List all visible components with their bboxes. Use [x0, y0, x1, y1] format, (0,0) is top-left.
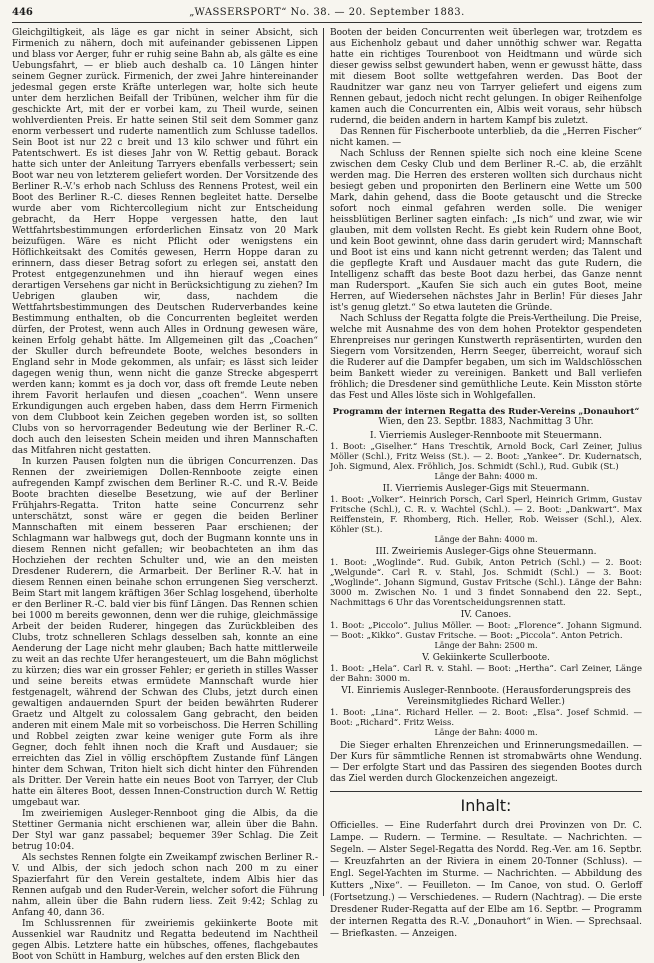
running-title: „WASSERSPORT“ No. 38. — 20. September 1883. [189, 7, 465, 18]
race-entry [330, 653, 642, 684]
race-entry [330, 431, 642, 482]
paragraph: Nach Schluss der Regatta folgte die Preis-Vertheilung. Die Preise, welche mit Ausnahme des von dem hohen Protektor gespendeten Ehrenpreises nur geringen Kunstwerth repräsentirten, wurden den Siegern vom Vorsitzenden, Herrn Seeger, überreicht, worauf sich die Ruderer auf die Dampfer begaben, um sich im Waldschlösschen beim Bankett wieder zu vereinigen. Bankett und Ball verliefen fröhlich; die Dresdener sind gemüthliche Leute. Kein Misston störte das Fest und Alles löste sich in Wohlgefallen. [330, 314, 642, 401]
programme-closing: Die Sieger erhalten Ehrenzeichen und Erinnerungsmedaillen. — Der Kurs für sämmtliche Rennen ist stromabwärts ohne Wendung. — Der erfolgte Start und das Passiren des siegenden Bootes durch das Ziel werden durch Glockenzeichen angezeigt. [330, 741, 642, 784]
race-entry [330, 610, 642, 651]
paragraph: Im zweiriemigen Ausleger-Rennboot ging die Albis, da die Stettiner Germania nicht erschienen war, allein über die Bahn. Der Styl war ganz passabel; bequemer 39er Schlag. Die Zeit betrug 10:04. [12, 809, 318, 852]
race-entry [330, 547, 642, 608]
contents-text: Officielles. — Eine Ruderfahrt durch drei Provinzen von Dr. C. Lampe. — Rudern. — Termine. — Resultate. — Nachrichten. — Segeln. — Alster Segel-Regatta des Nordd. Reg.-Ver. am 16. Septbr. — Kreuzfahrten an der Riviera in einem 20-Tonner (Schluss). — Engl. Segel-Yachten im Sturme. — Nachrichten. — Abbildung des Kutters „Nixe“. — Feuilleton. — Im Canoe, von stud. O. Gerloff (Fortsetzung.) — Verschiedenes. — Rudern (Nachtrag). — Die erste Dresdener Ruder-Regatta auf der Elbe am 16. Septbr. — Programm der internen Regatta des R.-V. „Donauhort“ in Wien. — Sprechsaal. — Briefkasten. — Anzeigen. [330, 821, 642, 939]
paragraph: Als sechstes Rennen folgte ein Zweikampf zwischen Berliner R.-V. und Albis, der sich jedoch schon nach 200 m zu einer Spazierfahrt für den Verein gestaltete, indem Albis hier das Rennen aufgab und den Ruder-Verein, welcher sofort die Führung nahm, allein über die Bahn rudern liess. Zeit 9:42; Schlag zu Anfang 40, dann 36. [12, 853, 318, 918]
contents-title: Inhalt: [460, 796, 512, 815]
race-entry [330, 686, 642, 738]
columns [12, 28, 642, 962]
paragraph: Das Rennen für Fischerboote unterblieb, da die „Herren Fischer“ nicht kamen. — [330, 127, 642, 148]
race-title: IV. Canoes. [460, 610, 512, 620]
race-crews: 1. Boot: „Lina“. Richard Heller. — 2. Boot: „Elsa“. Josef Schmid. — Boot: „Richard“. Fritz Weiss. [330, 708, 642, 728]
race-crews: 1. Boot: „Woglinde“. Rud. Gubik, Anton Petrich (Schl.) — 2. Boot: „Welgunde“. Carl R. v. Stahl, Jos. Schmidt (Schl.) — 3. Boot: „Woglinde“. Johann Sigmund, Gustav Fritsche (Schl.). Länge der Bahn: 3000 m. Zwischen No. 1 und 3 findet Sonnabend den 22. Sept., Nachmittags 6 Uhr das Vorentscheidungsrennen statt. [330, 558, 642, 608]
race-crews: 1. Boot: „Piccolo“. Julius Möller. — Boot: „Florence“. Johann Sigmund. — Boot: „Kikko“. Gustav Fritsche. — Boot: „Piccola“. Anton Petrich. [330, 621, 642, 641]
race-title: V. Gekiinkerte Scullerboote. [422, 653, 550, 663]
race-distance: Länge der Bahn: 2500 m. [434, 641, 538, 650]
race-distance: Länge der Bahn: 4000 m. [434, 728, 538, 737]
programme-title: Programm der internen Regatta des Ruder-Vereins „Donauhort“ [332, 407, 640, 417]
race-title: I. Vierriemis Ausleger-Rennboote mit Steuermann. [370, 431, 602, 441]
paragraph: Gleichgiltigkeit, als läge es gar nicht in seiner Absicht, sich Firmenich zu nähern, doch mit aufeinander gebissenen Lippen und blass vor Aerger, fuhr er ruhig seine Bahn ab, als gälte es eine Uebungsfahrt, — er blieb auch deshalb ca. 10 Längen hinter seinem Gegner zurück. Firmenich, der zwei Jahre hintereinander jedesmal gegen erste Kräfte unterlegen war, holte sich heute unter dem herzlichen Beifall der Tribünen, welcher ihm für die geschickte Art, mit der er vorbei kam, zu Theil wurde, seinen wohlverdienten Preis. Er hatte seinen Stil seit dem Sommer ganz enorm verbessert und ruderte namentlich zum Schlusse tadellos. Sein Boot ist nur 22 c breit und 13 kilo schwer und führt ein Patentschwert. Es ist dieses Jahr von W. Rettig gebaut. Borack hatte sich unter der Anleitung Tarryers ebenfalls verbessert; sein Boot war neu von letzterem geliefert worden. Der Vorsitzende des Berliner R.-V.'s erhob nach Schluss des Rennens Protest, weil ein Boot des Berliner R.-C. dieses Rennen begleitet hatte. Derselbe wurde aber vom Richtercollegium nicht zur Entscheidung gebracht, da Herr Hoppe vergessen hatte, den laut Wettfahrtsbestimmungen erforderlichen Einsatz von 20 Mark beizufügen. Wäre es nicht Pflicht oder wenigstens ein Höflichkeitsakt des Comités gewesen, Herrn Hoppe daran zu erinnern, dass dieser Betrag sofort zu erlegen sei, anstatt den Protest entgegenzunehmen und ihn hierauf wegen eines derartigen Versehens gar nicht in Berücksichtigung zu ziehen? Im Uebrigen glauben wir, dass, nachdem die Wettfahrtsbestimmungen des Deutschen Ruderverbandes keine Bestimmung enthalten, ob die Concurrenten begleitet werden dürfen, der Protest, wenn auch Alles in Ordnung gewesen wäre, keinen Erfolg gehabt hätte. Im Allgemeinen gilt das „Coachen“ der Skuller durch befreundete Boote, welches besonders in England sehr in Mode gekommen, als unfair; es lässt sich leider dagegen wenig thun, wenn nicht die ganze Strecke abgesperrt werden kann; kommt es ja doch vor, dass oft fremde Leute neben ihrem Favorit herlaufen und diesen „coachen“. Wenn unsere Erkundigungen auch ergeben haben, dass dem Herrn Firmenich von dem Clubboot kein Zeichen gegeben worden ist, so sollten Clubs von so hervorragender Bedeutung wie der Berliner R.-C. doch auch den leisesten Schein meiden und ihren Mannschaften das Mitfahren nicht gestatten. [12, 28, 318, 456]
paragraph: In kurzen Pausen folgten nun die übrigen Concurrenzen. Das Rennen der zweiriemigen Dollen-Rennboote zeigte einen aufregenden Kampf zwischen dem Berliner R.-C. und R.-V. Beide Boote brachten dieselbe Besetzung, wie auf der Berliner Frühjahrs-Regatta. Triton hatte seine Concurrenz sehr unterschätzt, sonst wäre er gegen die beiden Berliner Mannschaften mit einem besseren Paar erschienen; der Schlagmann war halbwegs gut, doch der Bugmann konnte uns in diesem Rennen nicht gefallen; wir beobachteten an ihm das Hochziehen der rechten Schulter und, wie an den meisten Dresdener Ruderern, die Armarbeit. Der Berliner R.-V. hat in diesem Rennen einen beinahe schon errungenen Sieg verscherzt. Beim Start mit langem kräftigen 36er Schlag losgehend, überholte er den Berliner R.-C. bald vier bis fünf Längen. Das Rennen schien bei 1000 m bereits gewonnen, denn wer die ruhige, gleichmässige Arbeit der beiden Ruderer, hingegen das Zurückbleiben des Clubs, trotz schnelleren Schlags desselben sah, konnte an eine Aenderung der Lage nicht mehr glauben; Bach hatte mittlerweile zu weit an das rechte Ufer herangesteuert, um die Bahn möglichst zu kürzen; dies war ein grosser Fehler; er gerieth in stilles Wasser und seine bereits etwas ermüdete Mannschaft wurde hier festgenagelt, während der Schwan des Clubs, jetzt durch einen gewaltigen andauernden Spurt der beiden bewährten Ruderer Graetz und Altgelt zu colossalem Gang gebracht, den beiden anderen mit einem Male mit so vorbeischoss. Die Herren Schilling und Robbel zeigten zwar keine weniger gute Form als ihre Gegner, doch fehlt ihnen noch die Kraft und Ausdauer; sie erreichten das Ziel in völlig erschöpftem Zustande fünf Längen hinter dem Schwan, Triton hielt sich dicht hinter den Führenden als Dritter. Der Verein hatte ein neues Boot von Tarryer, der Club hatte ein älteres Boot, dessen Innen-Construction durch W. Rettig umgebaut war. [12, 457, 318, 808]
race-crews: 1. Boot: „Giselher.“ Hans Treschtik, Arnold Bock, Carl Zeiner, Julius Möller (Schl.), Fritz Weiss (St.). — 2. Boot: „Yankee“. Dr. Kudernatsch, Joh. Sigmund, Alex. Fröhlich, Jos. Schmidt (Schl.), Rud. Gubik (St.) [330, 442, 642, 472]
column-divider [323, 28, 324, 896]
paragraph: Booten der beiden Concurrenten weit überlegen war, trotzdem es aus Eichenholz gebaut und daher unnöthig schwer war. Regatta hatte ein richtiges Tourenboot von Heidtmann und würde sich dieser gewiss selbst gewundert haben, wenn er gewusst hätte, dass mit diesem Boot sollte wettgefahren werden. Das Boot der Raudnitzer war ganz neu von Tarryer geliefert und eigens zum Rennen gebaut, jedoch nicht recht gelungen. In obiger Reihenfolge kamen auch die Concurrenten ein, Albis weit voraus, sehr hübsch rudernd, die beiden andern in hartem Kampf bis zuletzt. [330, 28, 642, 126]
race-crews: 1. Boot: „Hela“. Carl R. v. Stahl. — Boot: „Hertha“. Carl Zeiner, Länge der Bahn: 3000 m. [330, 664, 642, 684]
race-title: II. Vierriemis Ausleger-Gigs mit Steuermann. [382, 484, 590, 494]
left-column [12, 28, 318, 962]
paragraph: Nach Schluss der Rennen spielte sich noch eine kleine Scene zwischen dem Cesky Club und dem Berliner R.-C. ab, die erzählt werden mag. Die Herren des ersteren wollten sich durchaus nicht besiegt geben und proponirten den Berlinern eine Wette um 500 Mark, dahin gehend, dass die Boote getauscht und die Strecke sofort noch einmal gefahren werden solle. Die weniger heissblütigen Berliner sagten einfach: „Is nich“ und zwar, wie wir glauben, mit dem vollsten Recht. Es giebt kein Rudern ohne Boot, und kein Boot gewinnt, ohne dass darin gerudert wird; Mannschaft und Boot ist eins und kann nicht getrennt werden; das Talent und die gepflegte Kraft und Ausdauer macht das gute Rudern, die Intelligenz schafft das beste Boot dazu herbei, das Ganze nennt man Rudersport. „Kaufen Sie sich auch ein gutes Boot, meine Herren, auf Wiedersehen nächstes Jahr in Berlin! Für dieses Jahr ist's genug gletzt.“ So etwa lauteten die Gründe. [330, 149, 642, 313]
race-crews: 1. Boot: „Volker“. Heinrich Porsch, Carl Sperl, Heinrich Grimm, Gustav Fritsche (Schl.), C. R. v. Wachtel (Schl.). — 2. Boot: „Dankwart“. Max Reiffenstein, F. Rhomberg, Rich. Heller, Rob. Weisser (Schl.), Alex. Köhler (St.). [330, 495, 642, 535]
race-title: VI. Einriemis Ausleger-Rennboote. (Herausforderungspreis des Vereinsmitgliedes Richard Weller.) [341, 686, 631, 707]
race-distance: Länge der Bahn: 4000 m. [434, 535, 538, 544]
section-divider [330, 791, 642, 792]
paragraph: Im Schlussrennen für zweiriemis gekiinkerte Boote mit Aussenkiel war Raudnitz und Regatta bedeutend im Nachtheil gegen Albis. Letztere hatte ein hübsches, offenes, flachgebautes Boot von Schütt in Hamburg, welches auf den ersten Blick den [12, 919, 318, 962]
race-entry [330, 484, 642, 545]
race-title: III. Zweiriemis Ausleger-Gigs ohne Steuermann. [375, 547, 597, 557]
programme-subtitle: Wien, den 23. Septbr. 1883, Nachmittag 3 Uhr. [378, 417, 594, 427]
race-distance: Länge der Bahn: 4000 m. [434, 472, 538, 481]
right-column [330, 28, 642, 939]
page-header [12, 6, 642, 23]
page-number: 446 [12, 7, 33, 18]
